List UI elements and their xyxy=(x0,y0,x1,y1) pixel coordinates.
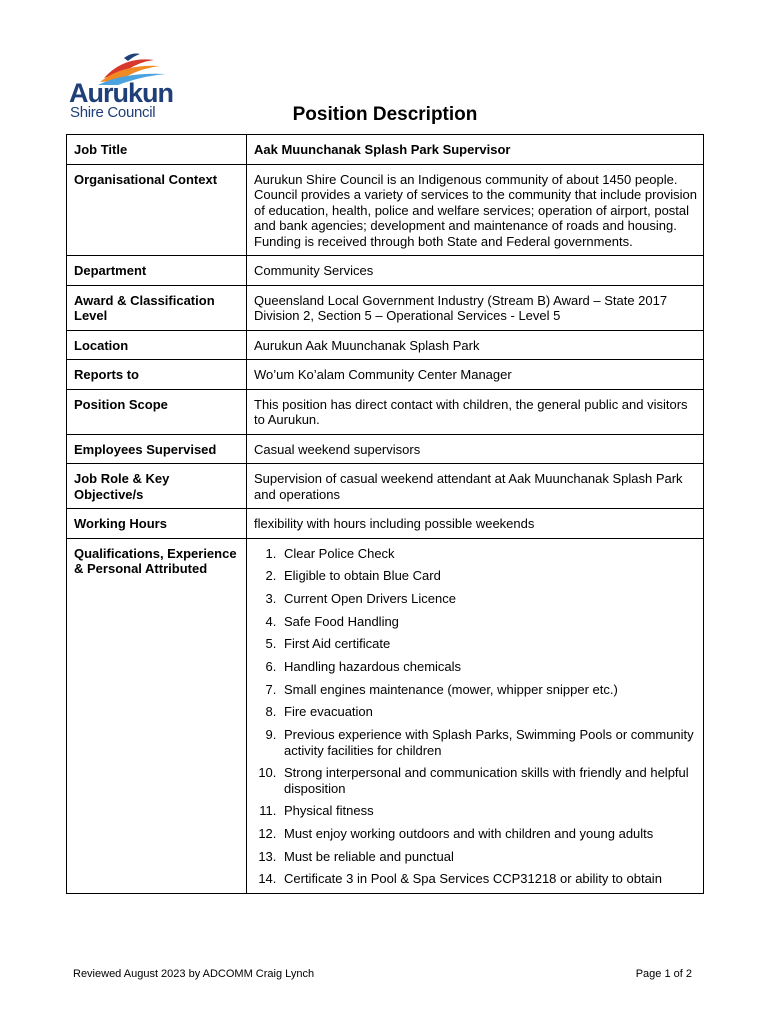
row-label: Organisational Context xyxy=(67,164,247,256)
row-value: Aurukun Aak Muunchanak Splash Park xyxy=(247,330,704,360)
position-table xyxy=(66,134,704,894)
list-item: 3. Current Open Drivers Licence xyxy=(280,591,697,607)
row-label: Employees Supervised xyxy=(67,434,247,464)
list-item: 11. Physical fitness xyxy=(280,803,697,819)
row-value: Supervision of casual weekend attendant at Aak Muunchanak Splash Park and operations xyxy=(247,464,704,509)
list-item: 1. Clear Police Check xyxy=(280,546,697,562)
row-value: Wo’um Ko’alam Community Center Manager xyxy=(247,360,704,390)
row-label: Position Scope xyxy=(67,389,247,434)
row-label: Job Role & Key Objective/s xyxy=(67,464,247,509)
row-label: Qualifications, Experience & Personal Attributed xyxy=(67,538,247,893)
page-number: Page 1 of 2 xyxy=(635,968,692,980)
row-label: Award & Classification Level xyxy=(67,285,247,330)
row-label: Location xyxy=(67,330,247,360)
row-label: Reports to xyxy=(67,360,247,390)
list-item: 4. Safe Food Handling xyxy=(280,614,697,630)
table-row xyxy=(67,256,704,286)
row-value: Queensland Local Government Industry (Stream B) Award – State 2017 Division 2, Section 5 – Operational Services - Level 5 xyxy=(247,285,704,330)
list-item: 5. First Aid certificate xyxy=(280,636,697,652)
page-title: Position Description xyxy=(292,104,478,125)
qualifications-cell xyxy=(247,538,704,893)
row-label: Job Title xyxy=(67,135,247,165)
list-item: 9. Previous experience with Splash Parks, Swimming Pools or community activity facilities for children xyxy=(280,727,697,758)
list-item: 10. Strong interpersonal and communication skills with friendly and helpful disposition xyxy=(280,765,697,796)
row-label: Working Hours xyxy=(67,509,247,539)
table-row xyxy=(67,464,704,509)
table-row xyxy=(67,330,704,360)
table-row xyxy=(67,389,704,434)
list-item: 2. Eligible to obtain Blue Card xyxy=(280,568,697,584)
table-row xyxy=(67,164,704,256)
row-value: flexibility with hours including possible weekends xyxy=(247,509,704,539)
list-item: 6. Handling hazardous chemicals xyxy=(280,659,697,675)
table-row xyxy=(67,434,704,464)
qualifications-list xyxy=(254,546,697,887)
table-row xyxy=(67,360,704,390)
table-row xyxy=(67,285,704,330)
list-item: 13. Must be reliable and punctual xyxy=(280,849,697,865)
footer-review-note: Reviewed August 2023 by ADCOMM Craig Lynch xyxy=(73,968,315,980)
row-value: Community Services xyxy=(247,256,704,286)
row-value: Casual weekend supervisors xyxy=(247,434,704,464)
row-value: Aurukun Shire Council is an Indigenous community of about 1450 people. Council provides a variety of services to the community that include provision of education, health, police and welfare services; operation of airport, postal and bank agencies; development and maintenance of roads and housing. Funding is received through both State and Federal governments. xyxy=(247,164,704,256)
table-row xyxy=(67,538,704,893)
list-item: 14. Certificate 3 in Pool & Spa Services CCP31218 or ability to obtain xyxy=(280,871,697,887)
list-item: 12. Must enjoy working outdoors and with children and young adults xyxy=(280,826,697,842)
job-title-value: Aak Muunchanak Splash Park Supervisor xyxy=(247,135,704,165)
row-label: Department xyxy=(67,256,247,286)
list-item: 8. Fire evacuation xyxy=(280,704,697,720)
table-row xyxy=(67,135,704,165)
list-item: 7. Small engines maintenance (mower, whipper snipper etc.) xyxy=(280,682,697,698)
row-value: This position has direct contact with children, the general public and visitors to Aurukun. xyxy=(247,389,704,434)
table-row xyxy=(67,509,704,539)
logo-name: Aurukun xyxy=(69,78,173,108)
logo-subtitle: Shire Council xyxy=(70,104,156,121)
